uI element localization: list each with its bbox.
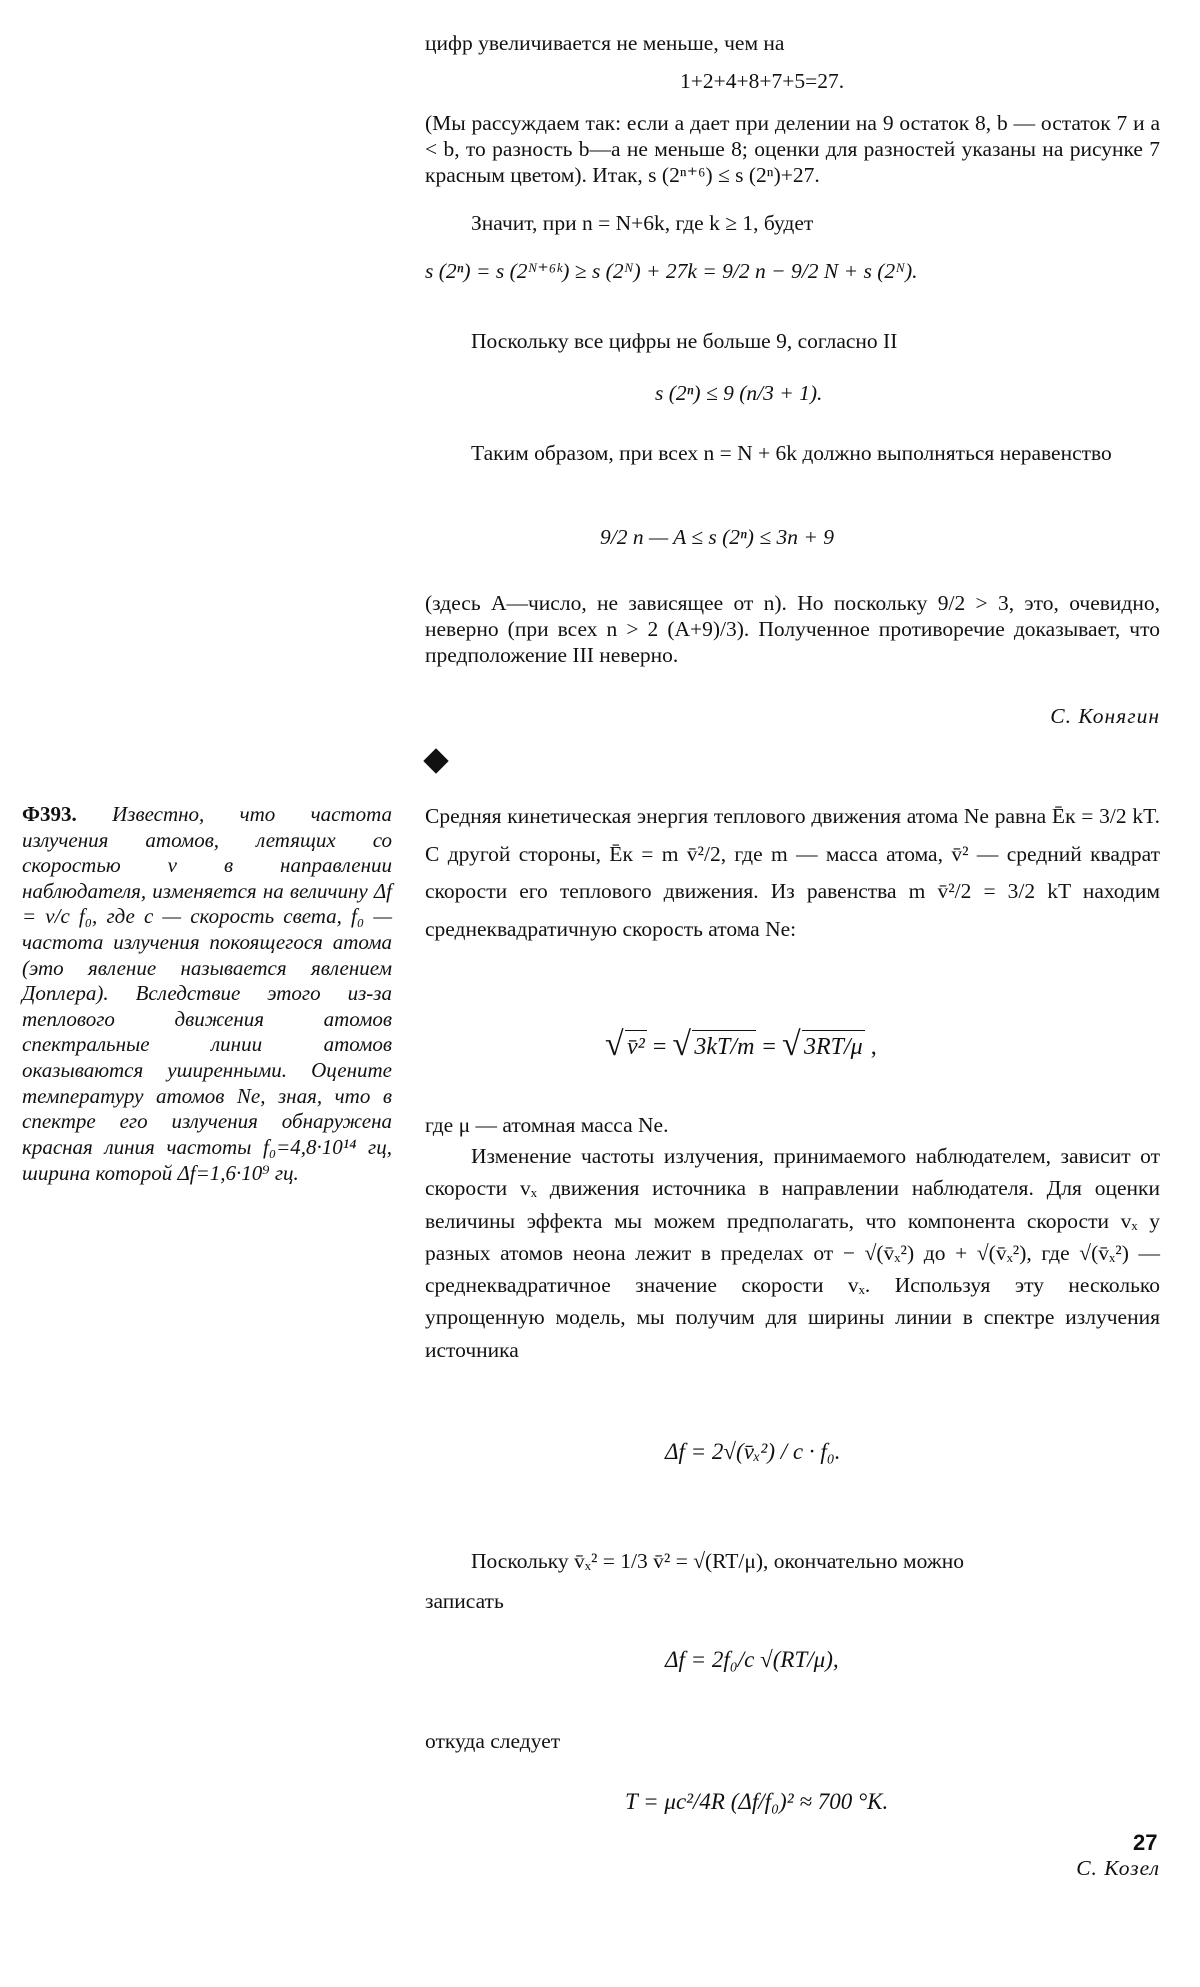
problem-text: Известно, что частота излучения атомов, летящих со скоростью v в направлении наблюдателя, изменяется на величину Δf = v/c f₀, где c — скорость света, f₀ — частота излучения покоящегося атома (это явление называется явлением Доплера). Вследствие этого из-за теплового движения атомов спектральные линии атомов оказываются уширенными. Оцените температуру атомов Ne, зная, что в спектре его излучения обнаружена красная линия частоты f₀=4,8·10¹⁴ гц, ширина которой Δf=1,6·10⁹ гц. <box>22 802 392 1185</box>
formula-bound: s (2ⁿ) ≤ 9 (n/3 + 1). <box>655 381 823 405</box>
formula-s2n: s (2ⁿ) = s (2ᴺ⁺⁶ᵏ) ≥ s (2ᴺ) + 27k = 9/2 n − 9/2 N + s (2ᴺ). <box>425 259 918 283</box>
paragraph-inequality: Таким образом, при всех n = N + 6k должно выполняться неравенство <box>471 441 1112 465</box>
text-write: записать <box>425 1589 504 1613</box>
paragraph-therefore: Значит, при n = N+6k, где k ≥ 1, будет <box>471 211 814 235</box>
paragraph-reasoning: (Мы рассуждаем так: если a дает при делении на 9 остаток 8, b — остаток 7 и a < b, то разность b—a не меньше 8; оценки для разностей указаны на рисунке 7 красным цветом). Итак, s (2ⁿ⁺⁶) ≤ s (2ⁿ)+27. <box>425 111 1160 188</box>
formula-inequality: 9/2 n — A ≤ s (2ⁿ) ≤ 3n + 9 <box>600 525 835 549</box>
rms-rhs: 3RT/μ <box>802 1030 865 1062</box>
page-number: 27 <box>1133 1830 1158 1855</box>
formula-delta-f-final: Δf = 2f₀/c √(RT/μ), <box>665 1647 839 1672</box>
paragraph-contradiction: (здесь A—число, не зависящее от n). Но поскольку 9/2 > 3, это, очевидно, неверно (при всех n > 2 (A+9)/3). Полученное противоречие доказывает, что предположение III неверно. <box>425 591 1160 668</box>
text-whence: откуда следует <box>425 1729 561 1753</box>
rms-lhs: v̄² <box>625 1030 647 1062</box>
formula-sum: 1+2+4+8+7+5=27. <box>680 69 845 93</box>
rms-mid: 3kT/m <box>692 1030 756 1062</box>
signature-konyagin: С. Конягин <box>1050 704 1160 728</box>
paragraph-energy: Средняя кинетическая энергия теплового движения атома Ne равна Ēк = 3/2 kT. С другой стороны, Ēк = m v̄²/2, где m — масса атома, v̄² — средний квадрат скорости его теплового движения. Из равенства m v̄²/2 = 3/2 kT находим среднеквадратичную скорость атома Ne: <box>425 804 1160 941</box>
problem-label: Ф393. <box>22 802 77 826</box>
paragraph-doppler: Изменение частоты излучения, принимаемого наблюдателем, зависит от скорости vₓ движения источника в направлении наблюдателя. Для оценки величины эффекта мы можем предполагать, что компонента скорости vₓ у разных атомов неона лежит в пределах от − √(v̄ₓ²) до + √(v̄ₓ²), где √(v̄ₓ²) — среднеквадратичное значение скорости vₓ. Используя эту несколько упрощенную модель, мы получим для ширины линии в спектре излучения источника <box>425 1144 1160 1362</box>
diamond-separator-icon <box>423 748 448 773</box>
paragraph-since: Поскольку v̄ₓ² = 1/3 v̄² = √(RT/μ), окончательно можно <box>471 1549 964 1573</box>
text-line: цифр увеличивается не меньше, чем на <box>425 31 785 55</box>
formula-delta-f: Δf = 2√(v̄ₓ²) / c · f₀. <box>665 1439 841 1464</box>
paragraph-digits: Поскольку все цифры не больше 9, согласно II <box>471 329 898 353</box>
formula-rms-speed: √ v̄² = √ 3kT/m = √ 3RT/μ , <box>605 1030 877 1062</box>
formula-temperature: T = μc²/4R (Δf/f₀)² ≈ 700 °K. <box>625 1789 889 1814</box>
paragraph-atomic-mass: где μ — атомная масса Ne. <box>425 1113 669 1137</box>
problem-statement <box>22 802 392 1186</box>
signature-kozel: С. Козел <box>1076 1856 1160 1880</box>
